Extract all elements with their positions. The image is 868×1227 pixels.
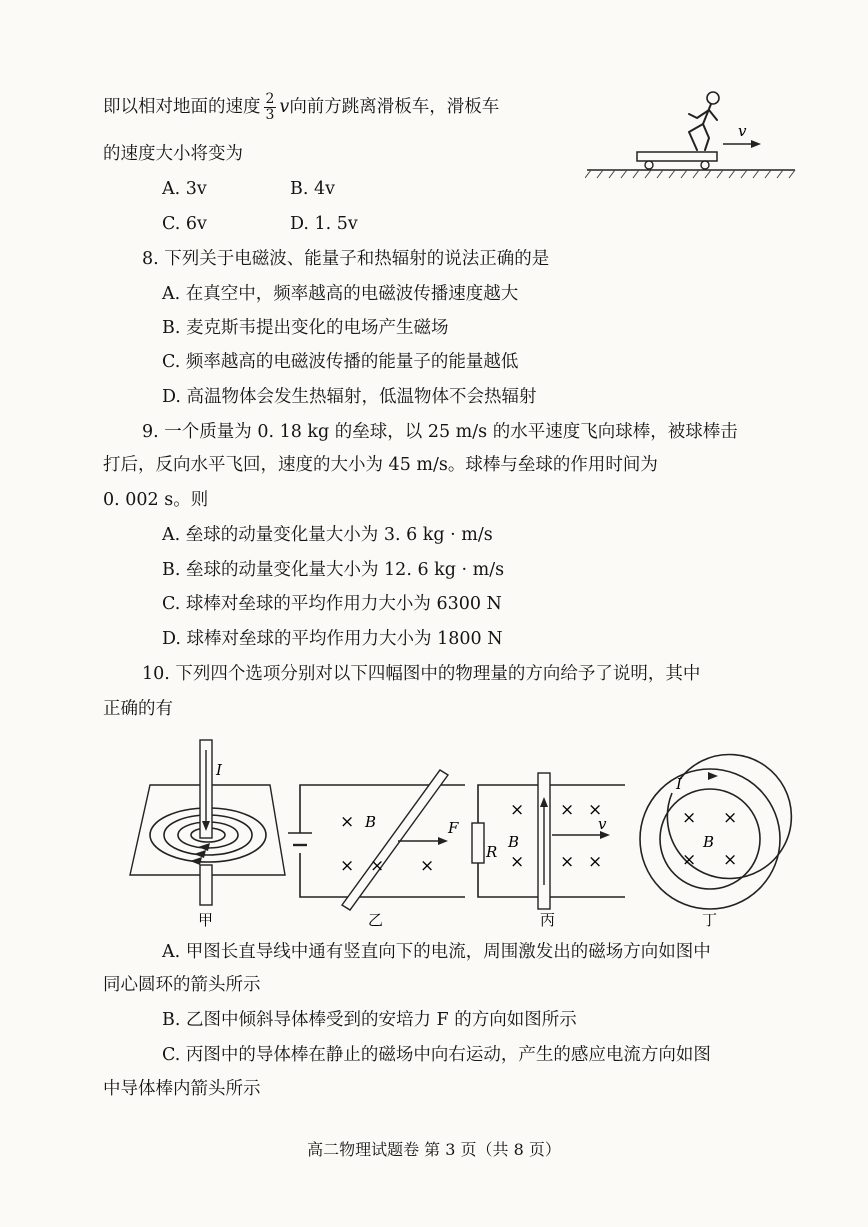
- q9-stem-line1: 9. 一个质量为 0. 18 kg 的垒球，以 25 m/s 的水平速度飞向球棒，被球棒击: [142, 422, 738, 442]
- yi-field-label: B: [365, 813, 377, 831]
- q9-option-c[interactable]: C. 球棒对垒球的平均作用力大小为 6300 N: [162, 594, 502, 614]
- q10-figures: [120, 735, 800, 935]
- bing-field-cross: ×: [560, 852, 575, 872]
- fraction-denominator: 3: [265, 107, 275, 123]
- fraction-numerator: 2: [265, 91, 275, 107]
- bing-field-cross: ×: [510, 800, 525, 820]
- yi-caption: 乙: [368, 911, 384, 929]
- q7-stem-text-b: 向前方跳离滑板车，滑板车: [289, 97, 500, 117]
- bing-field-cross: ×: [510, 852, 525, 872]
- q7-option-c[interactable]: C. 6v: [162, 214, 207, 234]
- figure-yi: [288, 770, 465, 929]
- slanted-rod: [342, 770, 448, 910]
- wire-lower: [200, 865, 212, 905]
- ding-field-cross: ×: [723, 808, 738, 828]
- resistor: [472, 823, 484, 863]
- skateboard-figure: [585, 82, 800, 182]
- q7-option-b[interactable]: B. 4v: [290, 179, 336, 199]
- figure-ding: [640, 754, 791, 929]
- q10-option-b[interactable]: B. 乙图中倾斜导体棒受到的安培力 F 的方向如图所示: [162, 1010, 577, 1030]
- q9-stem-line3: 0. 002 s。则: [103, 490, 209, 510]
- person-figure: [689, 92, 719, 150]
- q7-stem-line1: [103, 92, 499, 123]
- velocity-label: v: [738, 122, 747, 140]
- q10-option-a[interactable]: A. 甲图长直导线中通有竖直向下的电流，周围激发出的磁场方向如图中: [162, 942, 711, 962]
- q10-stem-line2: 正确的有: [103, 699, 173, 719]
- q9-option-a[interactable]: A. 垒球的动量变化量大小为 3. 6 kg · m/s: [162, 525, 493, 545]
- q8-option-b[interactable]: B. 麦克斯韦提出变化的电场产生磁场: [162, 318, 449, 338]
- figure-jia: [130, 740, 285, 929]
- q8-option-a[interactable]: A. 在真空中，频率越高的电磁波传播速度越大: [162, 284, 519, 304]
- q10-option-c-continued: 中导体棒内箭头所示: [103, 1079, 261, 1099]
- ding-field-cross: ×: [723, 850, 738, 870]
- q7-option-d[interactable]: D. 1. 5v: [290, 214, 358, 234]
- q8-option-d[interactable]: D. 高温物体会发生热辐射，低温物体不会热辐射: [162, 387, 537, 407]
- velocity-symbol: v: [279, 97, 290, 117]
- ding-caption: 丁: [702, 911, 718, 929]
- q7-stem-text-a: 即以相对地面的速度: [103, 97, 261, 117]
- yi-field-cross: ×: [340, 856, 355, 876]
- bing-field-cross: ×: [588, 800, 603, 820]
- ding-field-label: B: [703, 833, 715, 851]
- q9-stem-line2: 打后，反向水平飞回，速度的大小为 45 m/s。球棒与垒球的作用时间为: [103, 455, 658, 475]
- skateboard: [637, 152, 717, 161]
- resistor-label: R: [486, 843, 498, 861]
- q9-option-b[interactable]: B. 垒球的动量变化量大小为 12. 6 kg · m/s: [162, 560, 505, 580]
- ding-field-cross: ×: [682, 808, 697, 828]
- page-footer: 高二物理试题卷 第 3 页（共 8 页）: [307, 1140, 561, 1159]
- q8-option-c[interactable]: C. 频率越高的电磁波传播的能量子的能量越低: [162, 352, 519, 372]
- jia-caption: 甲: [198, 911, 214, 929]
- bing-caption: 丙: [540, 911, 556, 929]
- bing-field-label: B: [508, 833, 520, 851]
- bing-field-cross: ×: [560, 800, 575, 820]
- yi-field-cross: ×: [420, 856, 435, 876]
- fraction-two-thirds: [264, 92, 277, 123]
- q10-option-c[interactable]: C. 丙图中的导体棒在静止的磁场中向右运动，产生的感应电流方向如图: [162, 1045, 711, 1065]
- ding-field-cross: ×: [682, 850, 697, 870]
- figure-bing: [472, 773, 625, 929]
- q7-option-a[interactable]: A. 3v: [162, 179, 207, 199]
- q10-stem-line1: 10. 下列四个选项分别对以下四幅图中的物理量的方向给予了说明，其中: [142, 664, 701, 684]
- q10-option-a-continued: 同心圆环的箭头所示: [103, 975, 261, 995]
- q7-stem-line2: 的速度大小将变为: [103, 144, 243, 164]
- bing-velocity-label: v: [598, 815, 607, 833]
- q8-stem: 8. 下列关于电磁波、能量子和热辐射的说法正确的是: [142, 249, 550, 269]
- force-label: F: [448, 819, 459, 837]
- jia-current-label: I: [216, 761, 222, 779]
- bing-field-cross: ×: [588, 852, 603, 872]
- yi-field-cross: ×: [340, 812, 355, 832]
- yi-field-cross: ×: [370, 856, 385, 876]
- ding-current-label: I: [676, 775, 682, 793]
- q9-option-d[interactable]: D. 球棒对垒球的平均作用力大小为 1800 N: [162, 629, 503, 649]
